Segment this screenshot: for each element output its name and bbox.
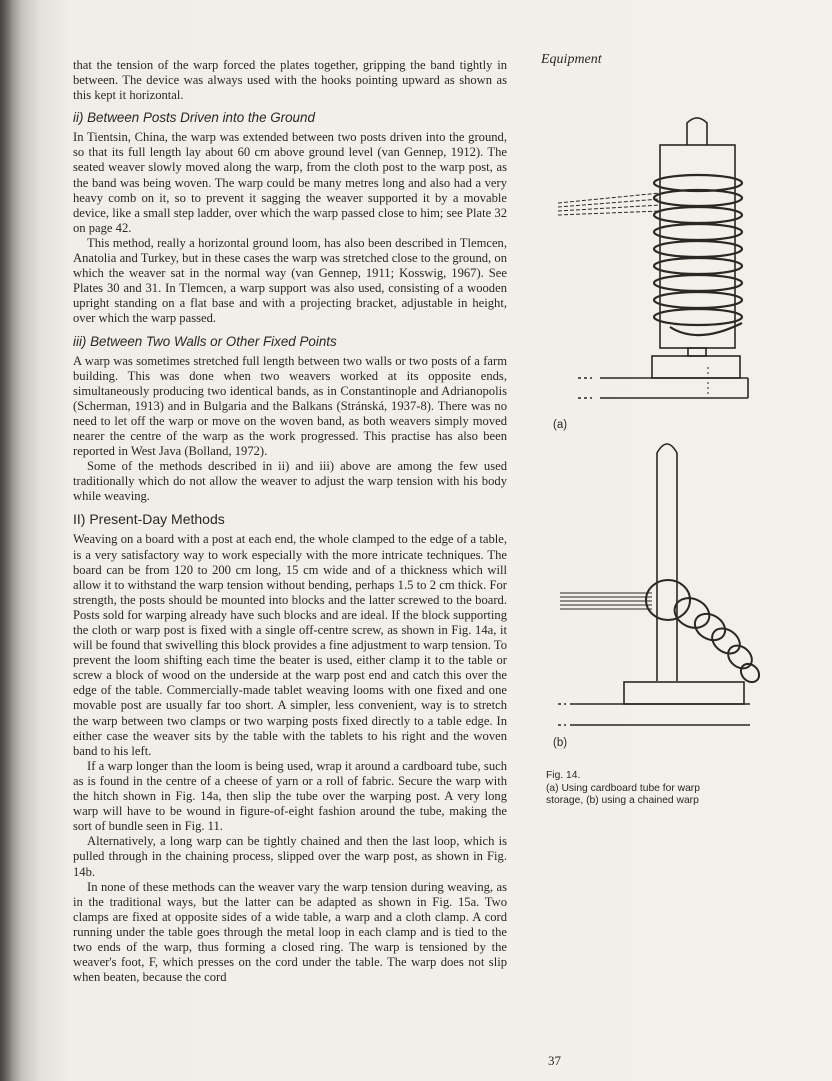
binding-shadow <box>0 0 22 1081</box>
paragraph: If a warp longer than the loom is being used, wrap it around a cardboard tube, such as is found in the centre of a cheese of yarn or a roll of fabric. Secure the warp with the hitch shown in Fig. 14a, then slip the tube over the warping post. A very long warp will have to be wound in figure-of-eight fashion around the tube, making the sort of bundle seen in Fig. 11. <box>73 758 507 834</box>
figure-label-a: (a) <box>553 419 568 431</box>
running-header: Equipment <box>541 52 602 67</box>
wound-warp <box>654 175 742 335</box>
figure-14-illustration <box>540 105 760 745</box>
figure-label-b: (b) <box>553 737 568 749</box>
post-b <box>657 444 677 681</box>
caption-line: Fig. 14. <box>546 770 581 781</box>
paragraph: Alternatively, a long warp can be tightly chained and then the last loop, which is pulled through in the chaining process, slipped over the warp post, as shown in Fig. 14b. <box>73 834 507 879</box>
post-top <box>687 118 707 145</box>
figure-caption <box>546 770 756 808</box>
paragraph: This method, really a horizontal ground loom, has also been described in Tlemcen, Anatolia and Turkey, but in these cases the warp was stretched close to the ground, on which the weaver sat in the normal way (van Gennep, 1911; Kosswig, 1967). See Plates 30 and 31. In Tlemcen, a warp support was also used, consisting of a wooden upright standing on a flat base and with a projecting bracket, adjustable in height, over which the warp passed. <box>73 235 507 326</box>
figure-b-chained-warp <box>558 444 760 725</box>
paragraph: A warp was sometimes stretched full length between two walls or two posts of a farm building. This was done when two weavers worked at its opposite ends, simultaneously producing two identical bands, as in Constantinople and Adrianopolis (Scherman, 1913) and in Bulgaria and the Balkans (Stránská, 1937-8). There was no need to let off the warp or move on the woven band, as both weavers simply moved nearer the centre of the warp as the work progressed. This practise has also been reported in West Java (Bolland, 1972). <box>73 353 507 459</box>
post-block <box>652 356 740 378</box>
paragraph: Some of the methods described in ii) and iii) above are among the few used traditionally which do not allow the weaver to adjust the warp tension with his body while weaving. <box>73 459 507 504</box>
post-block-b <box>624 682 744 704</box>
page-number: 37 <box>548 1053 561 1068</box>
warp-threads-b <box>560 593 652 609</box>
paragraph: Weaving on a board with a post at each end, the whole clamped to the edge of a table, is a very satisfactory way to work especially with the more intricate techniques. The board can be from 120 to 200 cm long, 15 cm wide and of a thickness which will allow it to withstand the warp tension without bending, perhaps 1.5 to 2 cm thick. For strength, the posts should be mounted into blocks and the latter screwed to the board. Posts sold for warping already have such blocks and are ideal. If the block supporting the cloth or warp post is fixed with a single off-centre screw, as shown in Fig. 14a, it will be found that swivelling this block provides a fine adjustment to warp tension. To prevent the loom shifting each time the beater is used, either clamp it to the table or screw a block of wood on the underside at the warp post end and catch this over the edge of the table. Commercially-made tablet weaving looms with one fixed and one movable post are usually far too short. A simpler, less convenient, way is to stretch the warp between two clamps or two warping posts fixed directly to a table edge. In either case the weaver sits by the table with the tablets to his right and the woven band to his left. <box>73 532 507 758</box>
section-heading: iii) Between Two Walls or Other Fixed Points <box>73 333 337 349</box>
post-stub <box>688 348 706 356</box>
body-text-column <box>73 58 507 985</box>
paragraph: In Tientsin, China, the warp was extended between two posts driven into the ground, so that its full length lay about 60 cm above ground level (van Gennep, 1912). The seated weaver slowly moved along the warp, from the cloth post to the warp post, as the band was being woven. The warp could be many metres long and also had a very heavy comb on it, so to prevent it sagging the weaver supported it by a movable device, like a small step ladder, over which the warp passed close to him; see Plate 32 on page 42. <box>73 130 507 235</box>
warp-threads-a <box>558 193 660 215</box>
caption-line: (a) Using cardboard tube for warp <box>546 782 700 794</box>
caption-line: storage, (b) using a chained warp <box>546 795 699 806</box>
warp-chain <box>646 580 760 686</box>
paragraph: In none of these methods can the weaver vary the warp tension during weaving, as in the traditional ways, but the latter can be adapted as shown in Fig. 15a. Two clamps are fixed at opposite sides of a wide table, a warp and a cloth clamp. A cord running under the table goes through the metal loop in each clamp and is tied to the two ends of the warp, thus forming a closed ring. The warp is tensioned by the weaver's foot, F, which presses on the cord under the table. The warp does not slip when beaten, because the cord <box>73 879 507 985</box>
figure-a-post-with-tube <box>558 118 748 398</box>
paragraph: that the tension of the warp forced the plates together, gripping the band tightly in between. The device was always used with the hooks pointing upward as shown as this kept it horizontal. <box>73 58 507 103</box>
section-heading: ii) Between Posts Driven into the Ground <box>73 110 315 126</box>
section-heading: II) Present-Day Methods <box>73 511 225 528</box>
